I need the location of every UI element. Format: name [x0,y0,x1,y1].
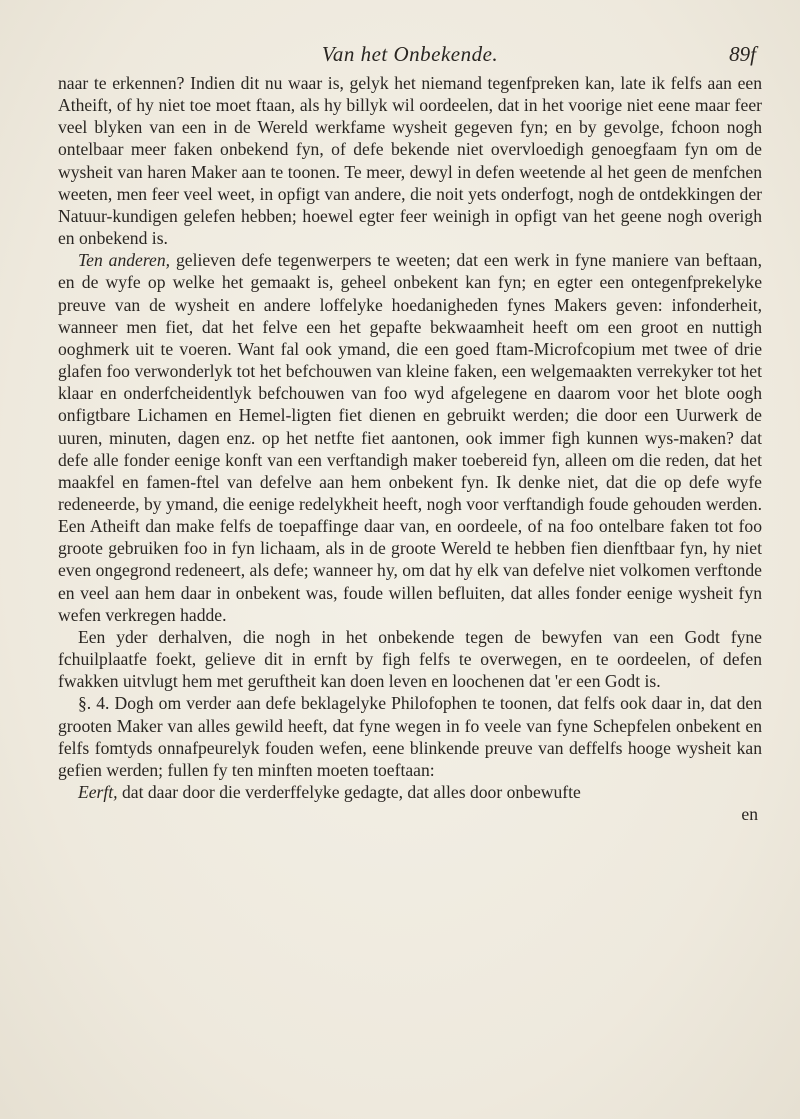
paragraph-4: §. 4. Dogh om verder aan defe beklagelyke Philofophen te toonen, dat felfs ook daar in, dat den grooten Maker van alles gewild heeft, dat fyne wegen in fo veele van fyne Schepfelen onbekent en felfs fomtyds onnafpeurelyk fouden wefen, eene blinkende preuve van deffelfs hooge wysheit kan gefien werden; fullen fy ten minften moeten toeftaan: [58,693,762,780]
paragraph-3: Een yder derhalven, die nogh in het onbekende tegen de bewyfen van een Godt fyne fchuilplaatfe foekt, gelieve dit in ernft by figh felfs te overwegen, en te oordeelen, of defen fwakken uitvlugt hem met geruftheit kan doen leven en loochenen dat 'er een Godt is. [58,626,762,692]
body-text [58,72,762,803]
paragraph-2-text: gelieven defe tegenwerpers te weeten; dat een werk in fyne maniere van beftaan, en de wyfe op welke het gemaakt is, geheel onbekent kan fyn; en egter een ontegenfprekelyke preuve van de wysheit en andere loffelyke hoedanigheden fynes Makers geven: infonderheit, wanneer men fiet, dat het felve een het gepafte bekwaamheit heeft om een groot en nuttigh ooghmerk uit te voeren. Want fal ook ymand, die een goed ftam-Microfcopium met twee of drie glafen foo verwonderlyk tot het befchouwen van kleine faken, een welgemaakten verrekyker tot het klaar en onderfcheidentlyk befchouwen van foo wyd afgelegene en daarom voor het blote oogh onfigtbare Lichamen en Hemel-ligten fiet dienen en gebruikt werden; die door een Uurwerk de uuren, minuten, dagen enz. op het netfte fiet aantonen, ook immer figh kunnen wys-maken? dat defe alle fonder eenige konft van een verftandigh maker toebereid fyn, alleen om die reden, dat het maakfel en famen-ftel van defelve aan hem onbekent fyn. Ik denke niet, dat die op defe wyfe redeneerde, by ymand, die eenige redelykheit heeft, nogh voor verftandigh foude gehouden werden. Een Atheift dan make felfs de toepaffinge daar van, en oordeele, of na foo ontelbare faken tot foo groote gebruiken foo in fyn lichaam, als in de groote Wereld te hebben fien dienftbaar fyn, hy niet even ongegrond redeneert, als defe; wanneer hy, om dat hy elk van defelve niet volkomen verftonde en veel aan hem daar in onbekent was, foude willen befluiten, dat alles fonder eenige wysheit fyn wefen verkregen hadde. [58,250,763,625]
paragraph-5 [58,781,762,803]
running-head [58,38,762,68]
page-number: 89f [729,42,756,66]
paragraph-2-lead: Ten anderen, [78,250,171,271]
paragraph-5-text: dat daar door die verderffelyke gedagte, dat alles door onbewufte [117,782,581,802]
paragraph-1: naar te erkennen? Indien dit nu waar is, gelyk het niemand tegenfpreken kan, late ik felfs aan een Atheift, of hy niet toe moet ftaan, als hy billyk wil oordeelen, dat in het voorige niet eene maar feer veel blyken van een in de Wereld werkfame wysheit gegeven fyn; en by gevolge, fchoon nogh ontelbaar meer faken onbekend fyn, of defe bekende niet overvloedigh genoegfaam fyn om de wysheit van haren Maker aan te toonen. Te meer, dewyl in defen weetende al het geen de menfchen weeten, men feer veel weet, in opfigt van andere, die noit yets onderfogt, nogh de ontdekkingen der Natuur-kundigen gelefen hebben; hoewel egter feer weinigh in opfigt van het geene nogh overigh en onbekend is. [58,73,762,249]
paragraph-2 [58,249,762,626]
paragraph-5-lead: Eerft, [78,782,118,802]
catchword: en [741,804,758,825]
running-title: Van het Onbekende. [321,42,499,66]
